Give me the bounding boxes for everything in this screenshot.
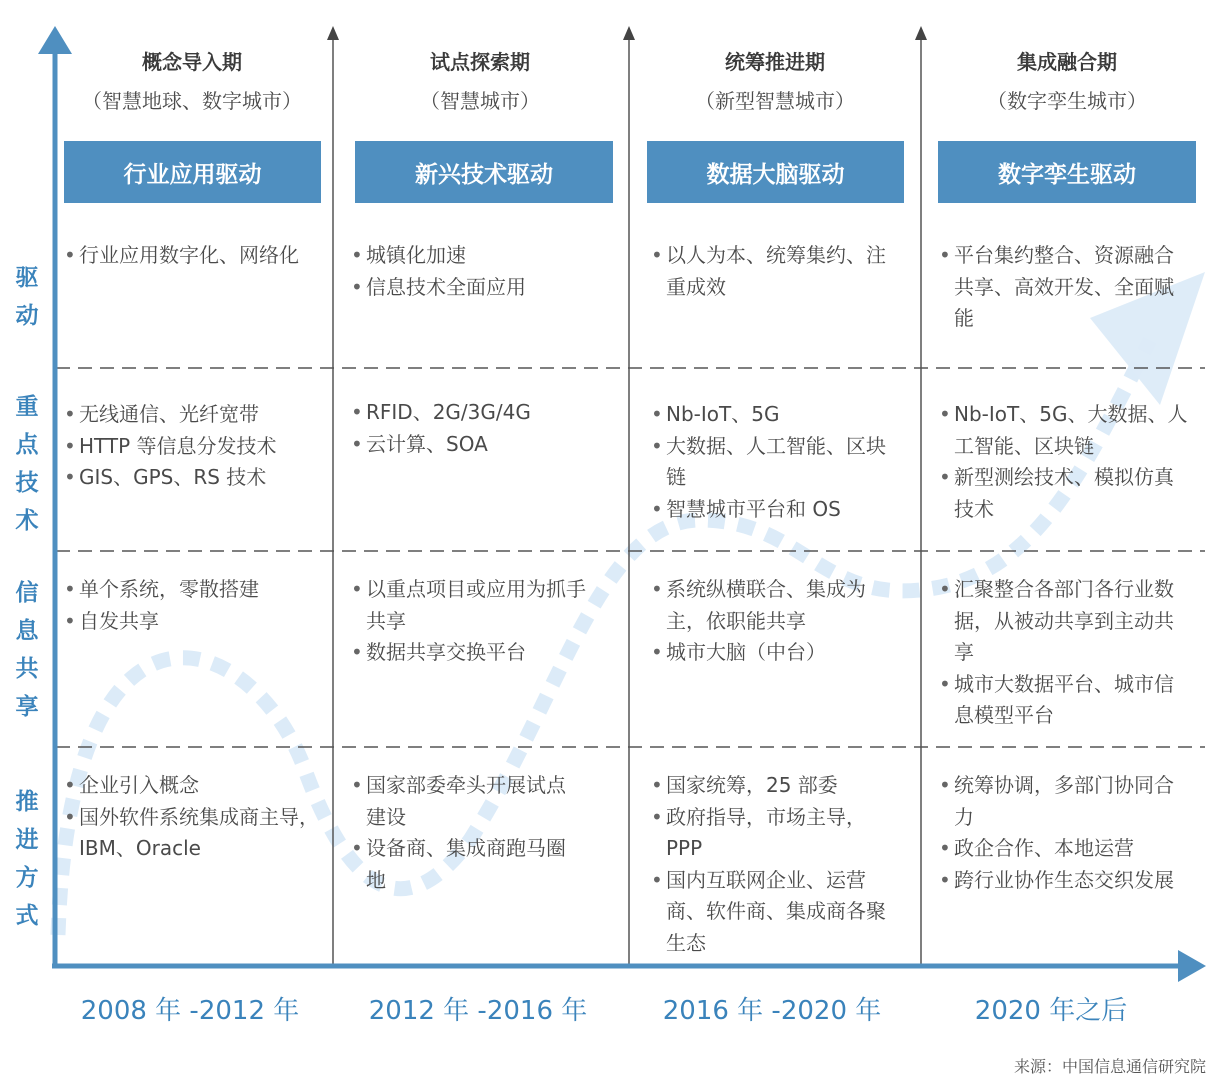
- list-item: • 智慧城市平台和 OS: [651, 494, 886, 526]
- driver-box: 数字孪生驱动: [938, 141, 1196, 203]
- list-item: • 国内互联网企业、运营商、软件商、集成商各聚生态: [651, 865, 891, 960]
- phase-subtitle: （智慧城市）: [420, 89, 540, 113]
- cell-tech-phase3: [651, 399, 886, 525]
- list-item: • 大数据、人工智能、区块链: [651, 431, 886, 494]
- phase-title: 概念导入期: [142, 50, 242, 74]
- cell-sharing-phase1: [64, 574, 326, 637]
- row-label-drive: 驱 动: [15, 265, 39, 329]
- cell-drive-phase4: [939, 240, 1184, 335]
- cell-sharing-phase3: [651, 574, 891, 669]
- phase-title: 试点探索期: [430, 50, 530, 74]
- cell-drive-phase3: [651, 240, 891, 303]
- list-item: • 系统纵横联合、集成为主，依职能共享: [651, 574, 891, 637]
- list-item: • 国外软件系统集成商主导，IBM、Oracle: [64, 802, 326, 865]
- list-item: • 国家统筹，25 部委: [651, 770, 891, 802]
- driver-box: 行业应用驱动: [64, 141, 321, 203]
- list-item: • 城镇化加速: [351, 240, 591, 272]
- phase-subtitle: （数字孪生城市）: [987, 89, 1147, 113]
- row-label-approach: 推 进 方 式: [15, 789, 39, 929]
- list-item: • 城市大数据平台、城市信息模型平台: [939, 669, 1184, 732]
- list-item: • 数据共享交换平台: [351, 637, 591, 669]
- cell-approach-phase4: [939, 770, 1184, 896]
- cell-approach-phase1: [64, 770, 326, 865]
- list-item: • 单个系统，零散搭建: [64, 574, 326, 606]
- cell-approach-phase2: [351, 770, 576, 896]
- list-item: • 企业引入概念: [64, 770, 326, 802]
- list-item: • 行业应用数字化、网络化: [64, 240, 326, 272]
- list-item: • 汇聚整合各部门各行业数据，从被动共享到主动共享: [939, 574, 1184, 669]
- list-item: • 无线通信、光纤宽带: [64, 399, 326, 431]
- list-item: • GIS、GPS、RS 技术: [64, 462, 326, 494]
- x-axis-arrowhead: [1178, 950, 1206, 982]
- period-label: 2012 年 -2016 年: [368, 996, 588, 1026]
- cell-tech-phase1: [64, 399, 326, 494]
- cell-tech-phase2: [351, 397, 591, 460]
- period-label: 2008 年 -2012 年: [80, 996, 300, 1026]
- list-item: • 城市大脑（中台）: [651, 637, 891, 669]
- phase-title: 集成融合期: [1017, 50, 1117, 74]
- list-item: • 政企合作、本地运营: [939, 833, 1184, 865]
- cell-sharing-phase4: [939, 574, 1184, 732]
- cell-drive-phase2: [351, 240, 591, 303]
- list-item: • 以重点项目或应用为抓手共享: [351, 574, 591, 637]
- list-item: • Nb-IoT、5G、大数据、人工智能、区块链: [939, 399, 1189, 462]
- list-item: • 云计算、SOA: [351, 429, 591, 461]
- phase-subtitle: （智慧地球、数字城市）: [82, 89, 302, 113]
- period-label: 2020 年之后: [974, 996, 1128, 1026]
- list-item: • 跨行业协作生态交织发展: [939, 865, 1184, 897]
- driver-box: 数据大脑驱动: [647, 141, 904, 203]
- cell-sharing-phase2: [351, 574, 591, 669]
- phase-subtitle: （新型智慧城市）: [695, 89, 855, 113]
- list-item: • Nb-IoT、5G: [651, 399, 886, 431]
- list-item: • HTTP 等信息分发技术: [64, 431, 326, 463]
- period-label: 2016 年 -2020 年: [662, 996, 882, 1026]
- driver-box: 新兴技术驱动: [355, 141, 613, 203]
- row-label-info-sharing: 信 息 共 享: [15, 580, 39, 720]
- list-item: • 信息技术全面应用: [351, 272, 591, 304]
- list-item: • RFID、2G/3G/4G: [351, 397, 591, 429]
- cell-approach-phase3: [651, 770, 891, 959]
- list-item: • 设备商、集成商跑马圈地: [351, 833, 576, 896]
- list-item: • 统筹协调，多部门协同合力: [939, 770, 1184, 833]
- phase-title: 统筹推进期: [725, 50, 825, 74]
- cell-drive-phase1: [64, 240, 326, 272]
- divider-arrowheads: [327, 26, 927, 40]
- source-note: 来源：中国信息通信研究院: [1013, 1057, 1206, 1076]
- list-item: • 以人为本、统筹集约、注重成效: [651, 240, 891, 303]
- list-item: • 平台集约整合、资源融合共享、高效开发、全面赋能: [939, 240, 1184, 335]
- list-item: • 自发共享: [64, 606, 326, 638]
- list-item: • 政府指导，市场主导，PPP: [651, 802, 891, 865]
- list-item: • 国家部委牵头开展试点建设: [351, 770, 576, 833]
- row-label-key-tech: 重 点 技 术: [15, 394, 39, 534]
- cell-tech-phase4: [939, 399, 1189, 525]
- list-item: • 新型测绘技术、模拟仿真技术: [939, 462, 1189, 525]
